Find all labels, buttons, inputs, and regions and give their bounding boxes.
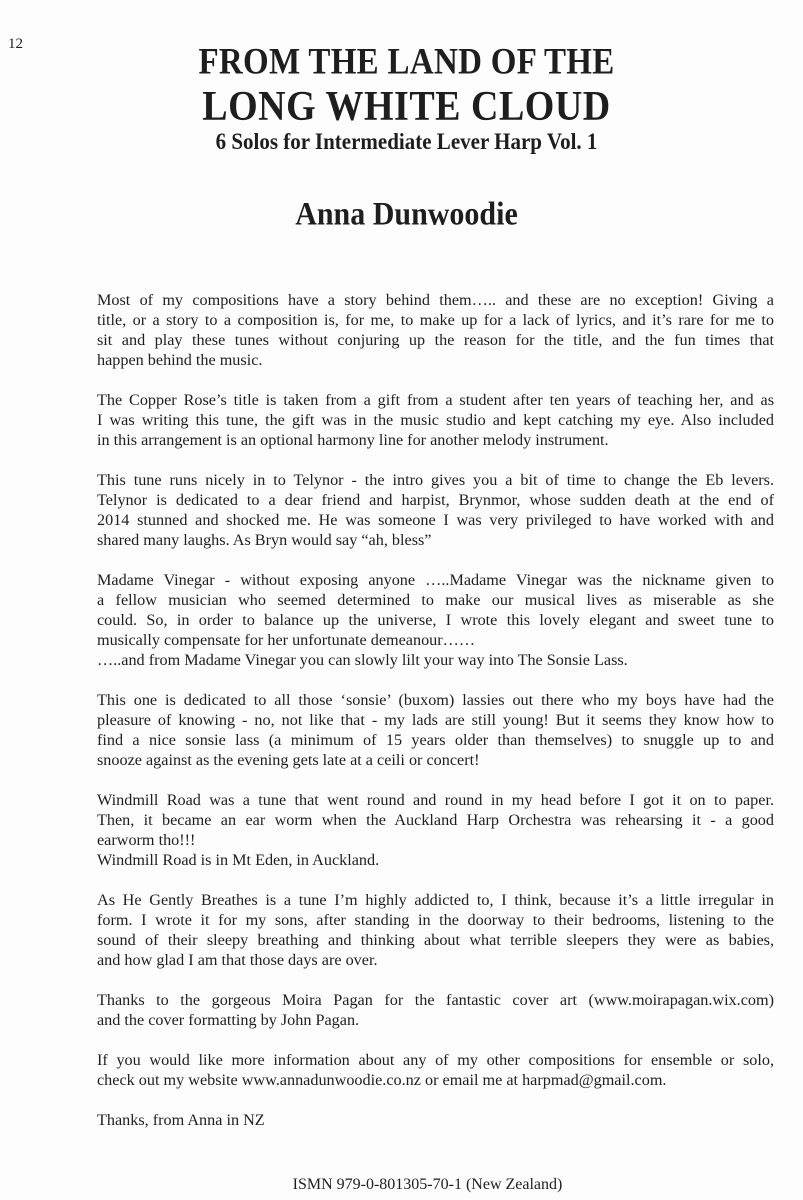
text-line: If you would like more information about any of my other compositions for ensemble or solo, <box>97 1051 774 1069</box>
text-line: musically compensate for her unfortunate demeanour…… <box>97 631 476 649</box>
text-line: Madame Vinegar - without exposing anyone …..Madame Vinegar was the nickname given to <box>97 571 774 589</box>
title-line-2: LONG WHITE CLOUD <box>202 83 611 131</box>
paragraph-intro <box>97 290 774 370</box>
text-line: form. I wrote it for my sons, after standing in the doorway to their bedrooms, listening to the <box>97 911 774 929</box>
isbn: ISMN 979-0-801305-70-1 (New Zealand) <box>292 1176 563 1193</box>
text-line: Most of my compositions have a story behind them….. and these are no exception! Giving a <box>97 291 774 309</box>
text-line: shared many laughs. As Bryn would say “ah, bless” <box>97 531 432 549</box>
text-line: a fellow musician who seemed determined to make our musical lives as miserable as she <box>97 591 774 609</box>
text-line: could. So, in order to balance up the universe, I wrote this lovely elegant and sweet tune to <box>97 611 774 629</box>
text-line: and how glad I am that those days are over. <box>97 951 378 969</box>
page-number: 12 <box>8 36 23 52</box>
text-line: Thanks, from Anna in NZ <box>97 1111 265 1129</box>
body-text <box>97 290 774 1150</box>
text-line: …..and from Madame Vinegar you can slowly lilt your way into The Sonsie Lass. <box>97 651 628 669</box>
text-line: and the cover formatting by John Pagan. <box>97 1011 360 1029</box>
text-line: Windmill Road is in Mt Eden, in Auckland. <box>97 851 380 869</box>
text-line: find a nice sonsie lass (a minimum of 15 years older than themselves) to snuggle up to and <box>97 731 774 749</box>
text-line: Thanks to the gorgeous Moira Pagan for the fantastic cover art (www.moirapagan.wix.com) <box>97 991 774 1009</box>
text-line: earworm tho!!! <box>97 831 196 849</box>
paragraph-signoff <box>97 1110 774 1130</box>
text-line: I was writing this tune, the gift was in the music studio and kept catching my eye. Also included <box>97 411 774 429</box>
text-line: sound of their sleepy breathing and thinking about what terrible sleepers they were as babies, <box>97 931 774 949</box>
text-line: check out my website www.annadunwoodie.co.nz or email me at harpmad@gmail.com. <box>97 1071 667 1089</box>
text-line: This tune runs nicely in to Telynor - the intro gives you a bit of time to change the Eb levers. <box>97 471 774 489</box>
text-line: pleasure of knowing - no, not like that - my lads are still young! But it seems they know how to <box>97 711 774 729</box>
text-line: in this arrangement is an optional harmony line for another melody instrument. <box>97 431 609 449</box>
paragraph-sonsie-lass <box>97 690 774 770</box>
subtitle: 6 Solos for Intermediate Lever Harp Vol. 1 <box>215 128 598 155</box>
paragraph-telynor <box>97 470 774 550</box>
text-line: Windmill Road was a tune that went round and round in my head before I got it on to paper. <box>97 791 774 809</box>
title-line-1: FROM THE LAND OF THE <box>198 42 615 83</box>
text-line: As He Gently Breathes is a tune I’m highly addicted to, I think, because it’s a little irregular in <box>97 891 774 909</box>
paragraph-as-he-gently-breathes <box>97 890 774 970</box>
author: Anna Dunwoodie <box>295 196 518 233</box>
paragraph-madame-vinegar <box>97 570 774 670</box>
text-line: Then, it became an ear worm when the Auckland Harp Orchestra was rehearsing it - a good <box>97 811 774 829</box>
paragraph-contact <box>97 1050 774 1090</box>
text-line: sit and play these tunes without conjuring up the reason for the title, and the fun times that <box>97 331 774 349</box>
text-line: The Copper Rose’s title is taken from a gift from a student after ten years of teaching her, and as <box>97 391 774 409</box>
paragraph-copper-rose <box>97 390 774 450</box>
text-line: Telynor is dedicated to a dear friend and harpist, Brynmor, whose sudden death at the end of <box>97 491 774 509</box>
paragraph-windmill-road <box>97 790 774 870</box>
text-line: title, or a story to a composition is, for me, to make up for a lack of lyrics, and it’s rare for me to <box>97 311 774 329</box>
text-line: 2014 stunned and shocked me. He was someone I was very privileged to have worked with and <box>97 511 774 529</box>
text-line: snooze against as the evening gets late at a ceili or concert! <box>97 751 480 769</box>
text-line: This one is dedicated to all those ‘sonsie’ (buxom) lassies out there who my boys have had the <box>97 691 774 709</box>
paragraph-cover-credits <box>97 990 774 1030</box>
text-line: happen behind the music. <box>97 351 263 369</box>
